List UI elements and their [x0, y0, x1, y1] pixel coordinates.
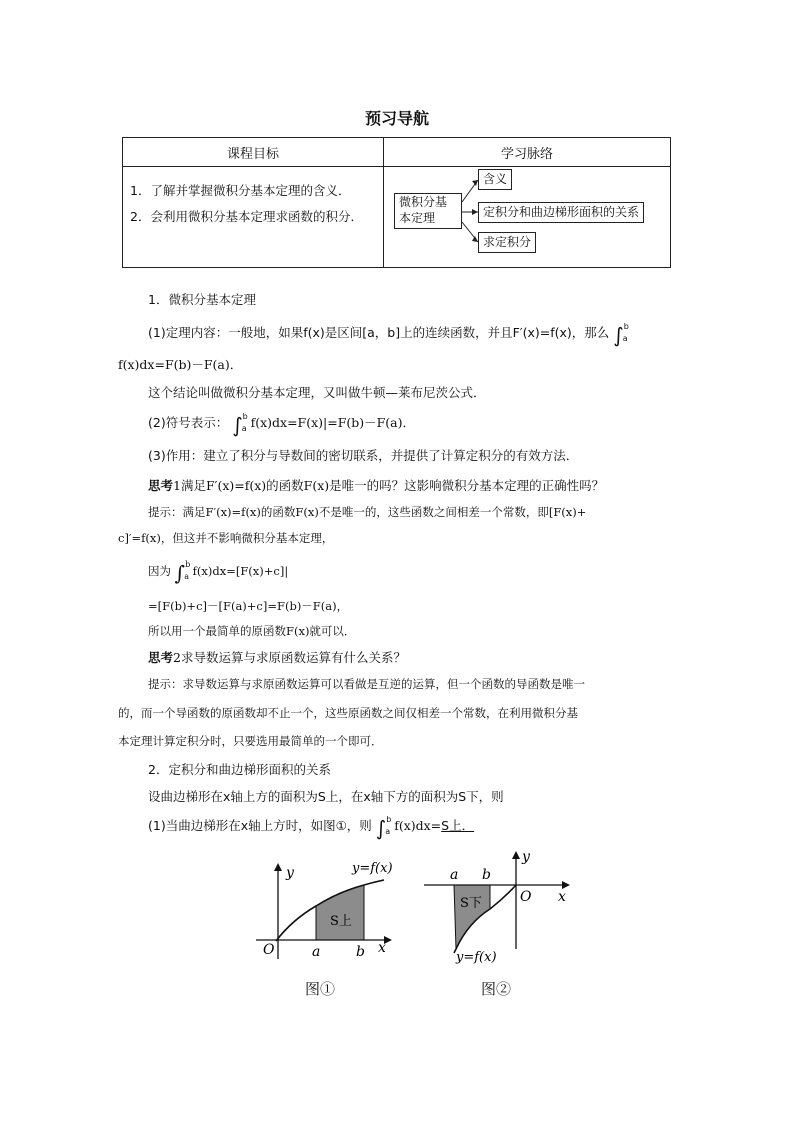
hint1-because: 因为 — [148, 564, 171, 578]
integral-sign: ∫ — [375, 816, 387, 840]
map-branch-area: 定积分和曲边梯形面积的关系 — [478, 202, 644, 223]
symbol-line: (2)符号表示： ∫$^b_a$ f(x)dx=F(x)|=F(b)－F(a)． — [148, 412, 416, 437]
section2-intro: 设曲边梯形在x轴上方的面积为S上，在x轴下方的面积为S下，则 — [148, 789, 504, 804]
goals-cell — [123, 167, 384, 268]
figure-1-caption: 图① — [305, 980, 336, 998]
y-axis-arrow — [512, 851, 520, 859]
definition-text: (1)定理内容：一般地，如果f(x)是区间[a，b]上的连续函数，并且F′(x)=f(x)，那么 — [148, 325, 610, 340]
figure-1 — [246, 855, 406, 965]
hint1-line-a: 提示：满足F′(x)=f(x)的函数F(x)不是唯一的，这些函数之间相差一个常数，即[F(x)+ — [148, 505, 587, 519]
goal-1: 1．了解并掌握微积分基本定理的含义． — [130, 183, 351, 198]
integral-sign: ∫ — [174, 561, 186, 585]
think2 — [148, 648, 406, 666]
think1-label: 思考 — [148, 478, 174, 493]
origin-label: O — [520, 889, 532, 905]
think2-label: 思考 — [148, 650, 174, 665]
hint1-line-b: c]′=f(x)，但这并不影响微积分基本定理， — [118, 531, 334, 545]
theorem-name: 这个结论叫做微积分基本定理，又叫做牛顿—莱布尼茨公式． — [148, 385, 486, 400]
definition-line-1: (1)定理内容：一般地，如果f(x)是区间[a，b]上的连续函数，并且F′(x)=f(x)，那么 ∫$^b_a$ — [148, 322, 629, 347]
think1 — [148, 476, 604, 494]
col-header-map: 学习脉络 — [384, 138, 671, 167]
case1-line: (1)当曲边梯形在x轴上方时，如图①，则 ∫$^b_a$ f(x)dx=S上． — [148, 815, 475, 840]
area-label: S下 — [460, 896, 482, 911]
curve-label: y=f(x) — [456, 950, 497, 965]
y-label: y — [286, 865, 294, 881]
x-axis-arrow — [562, 881, 570, 889]
b-label: b — [356, 944, 365, 960]
map-branch-meaning: 含义 — [478, 169, 512, 190]
symbol-formula: f(x)dx=F(x)|=F(b)－F(a)． — [250, 415, 416, 430]
case1-answer: S上． — [441, 818, 475, 833]
x-label: x — [378, 940, 386, 956]
a-label: a — [450, 867, 459, 883]
figure-2-caption: 图② — [481, 980, 512, 998]
origin-label: O — [263, 942, 275, 958]
think2-question: 2求导数运算与求原函数运算有什么关系？ — [173, 650, 406, 665]
think1-question: 1满足F′(x)=f(x)的函数F(x)是唯一的吗？这影响微积分基本定理的正确性吗？ — [173, 478, 605, 493]
page-title: 预习导航 — [364, 109, 429, 128]
hint1-line-e: 所以用一个最简单的原函数F(x)就可以． — [148, 624, 356, 638]
curve-label: y=f(x) — [352, 861, 393, 876]
b-label: b — [482, 867, 491, 883]
hint1-formula: f(x)dx=[F(x)+c]| — [192, 564, 289, 578]
area-label: S上 — [330, 914, 352, 929]
case1-prefix: (1)当曲边梯形在x轴上方时，如图①，则 — [148, 818, 372, 833]
hint2-line-a: 提示：求导数运算与求原函数运算可以看做是互逆的运算，但一个函数的导函数是唯一 — [148, 677, 585, 691]
map-branch-compute: 求定积分 — [478, 232, 536, 253]
figure-2 — [420, 845, 580, 970]
hint1-line-d: =[F(b)+c]－[F(a)+c]=F(b)－F(a)， — [148, 599, 349, 613]
a-label: a — [312, 944, 321, 960]
role-line: (3)作用：建立了积分与导数间的密切联系，并提供了计算定积分的有效方法． — [148, 448, 579, 463]
goal-2: 2．会利用微积分基本定理求函数的积分． — [130, 209, 363, 224]
integral-sign: ∫ — [232, 413, 243, 437]
map-root: 微积分基本定理 — [394, 193, 462, 229]
definition-line-2: f(x)dx=F(b)－F(a)． — [118, 357, 243, 372]
section1-heading: 1．微积分基本定理 — [148, 292, 256, 307]
x-label: x — [558, 889, 566, 905]
section2-heading: 2．定积分和曲边梯形面积的关系 — [148, 762, 331, 777]
symbol-prefix: (2)符号表示： — [148, 415, 229, 430]
case1-formula: f(x)dx= — [394, 818, 442, 833]
col-header-goals: 课程目标 — [123, 138, 384, 167]
area-lower — [454, 885, 490, 949]
hint1-line-c: 因为 ∫$^b_a$ f(x)dx=[F(x)+c]| — [148, 560, 289, 585]
hint2-line-c: 本定理计算定积分时，只要选用最简单的一个即可． — [118, 734, 383, 748]
y-axis-arrow — [274, 863, 282, 871]
y-label: y — [522, 849, 530, 865]
hint2-line-b: 的，而一个导函数的原函数却不止一个，这些原函数之间仅相差一个常数，在利用微积分基 — [118, 706, 578, 720]
integral-sign: ∫ — [613, 323, 624, 347]
